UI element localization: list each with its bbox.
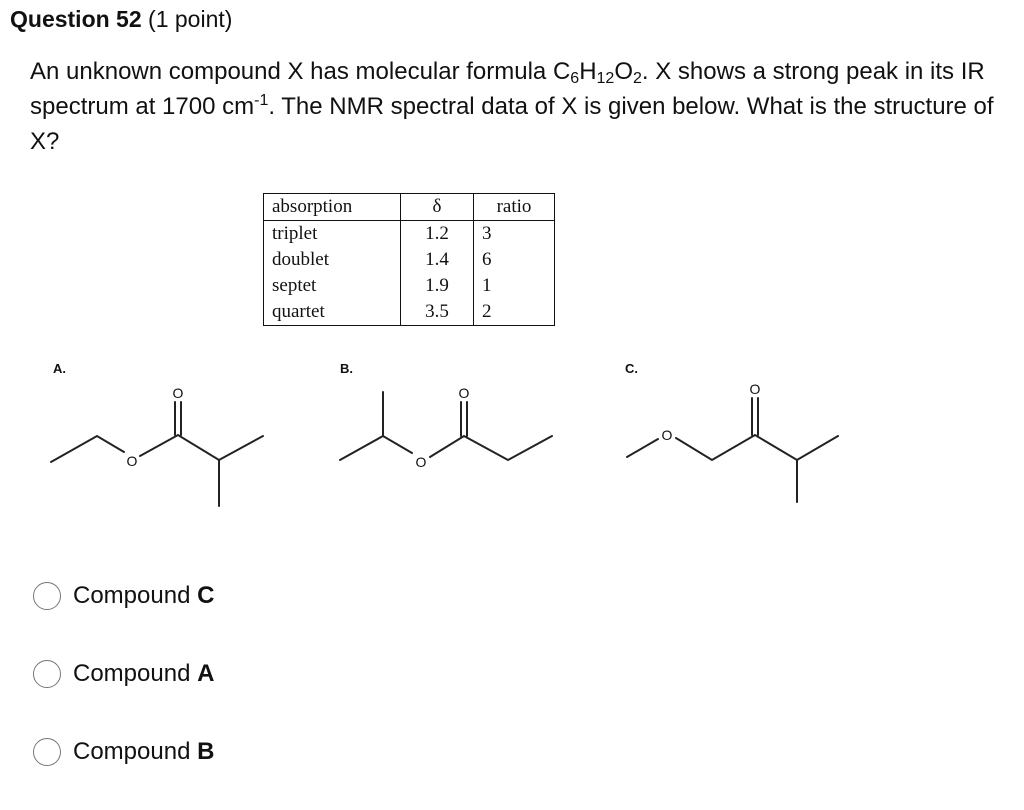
radio-button[interactable] bbox=[33, 738, 61, 766]
formula-subscript-h: 12 bbox=[596, 70, 615, 87]
nmr-cell-absorption: triplet bbox=[264, 221, 401, 248]
nmr-table-header-row bbox=[264, 194, 555, 221]
structure-c-label: C. bbox=[625, 361, 638, 376]
nmr-header-delta: δ bbox=[401, 194, 474, 221]
nmr-table-row bbox=[264, 273, 555, 299]
nmr-cell-ratio: 3 bbox=[474, 221, 555, 248]
formula-subscript-o: 2 bbox=[633, 70, 642, 87]
nmr-cell-delta: 1.4 bbox=[401, 247, 474, 273]
structure-b-carbonyl-oxygen: O bbox=[458, 385, 470, 401]
option-prefix: Compound bbox=[73, 738, 198, 765]
option-letter: A bbox=[197, 660, 215, 687]
structure-c-carbonyl-oxygen: O bbox=[749, 381, 761, 397]
nmr-cell-absorption: septet bbox=[264, 273, 401, 299]
nmr-table-row bbox=[264, 299, 555, 326]
nmr-table-row bbox=[264, 247, 555, 273]
question-points: (1 point) bbox=[148, 6, 233, 32]
option-letter: B bbox=[197, 738, 215, 765]
radio-button[interactable] bbox=[33, 582, 61, 610]
structure-a-ester-oxygen: O bbox=[126, 453, 138, 469]
question-text-part3: . The NMR spectral data of X is given below. What is the structure of X? bbox=[30, 93, 994, 155]
nmr-cell-ratio: 6 bbox=[474, 247, 555, 273]
option-label bbox=[73, 738, 214, 766]
option-prefix: Compound bbox=[73, 660, 198, 687]
nmr-cell-delta: 1.9 bbox=[401, 273, 474, 299]
nmr-cell-absorption: quartet bbox=[264, 299, 401, 326]
structure-b-skeleton bbox=[340, 392, 552, 460]
formula-o: O bbox=[614, 58, 633, 85]
question-text-part2: . X shows a strong peak in its IR spectrum at 1700 cm bbox=[30, 58, 985, 120]
formula-h: H bbox=[579, 58, 597, 85]
option-compound-a[interactable] bbox=[33, 654, 214, 694]
option-prefix: Compound bbox=[73, 582, 198, 609]
structure-a-skeleton bbox=[51, 402, 263, 506]
wavenumber-superscript: -1 bbox=[254, 92, 269, 109]
option-label bbox=[73, 582, 214, 610]
option-label bbox=[73, 660, 214, 688]
answer-options bbox=[33, 576, 214, 810]
structure-b-label: B. bbox=[340, 361, 353, 376]
nmr-table-row bbox=[264, 221, 555, 248]
nmr-header-ratio: ratio bbox=[474, 194, 555, 221]
option-compound-b[interactable] bbox=[33, 732, 214, 772]
question-text-part1: An unknown compound X has molecular formula C bbox=[30, 58, 571, 85]
option-letter: C bbox=[197, 582, 215, 609]
question-title bbox=[10, 4, 232, 34]
option-compound-c[interactable] bbox=[33, 576, 214, 616]
structure-a-label: A. bbox=[53, 361, 66, 376]
nmr-data-table bbox=[263, 193, 555, 326]
nmr-cell-absorption: doublet bbox=[264, 247, 401, 273]
structure-c-ester-oxygen: O bbox=[661, 427, 673, 443]
structure-a-carbonyl-oxygen: O bbox=[172, 385, 184, 401]
radio-button[interactable] bbox=[33, 660, 61, 688]
formula-subscript-c: 6 bbox=[570, 70, 580, 87]
nmr-header-absorption: absorption bbox=[264, 194, 401, 221]
nmr-cell-delta: 1.2 bbox=[401, 221, 474, 248]
question-text bbox=[30, 54, 1020, 159]
nmr-cell-ratio: 2 bbox=[474, 299, 555, 326]
nmr-cell-ratio: 1 bbox=[474, 273, 555, 299]
structure-b-ester-oxygen: O bbox=[415, 454, 427, 470]
structure-c-skeleton bbox=[627, 398, 838, 502]
question-number: Question 52 bbox=[10, 6, 142, 32]
nmr-cell-delta: 3.5 bbox=[401, 299, 474, 326]
molecule-structures bbox=[0, 370, 1024, 520]
